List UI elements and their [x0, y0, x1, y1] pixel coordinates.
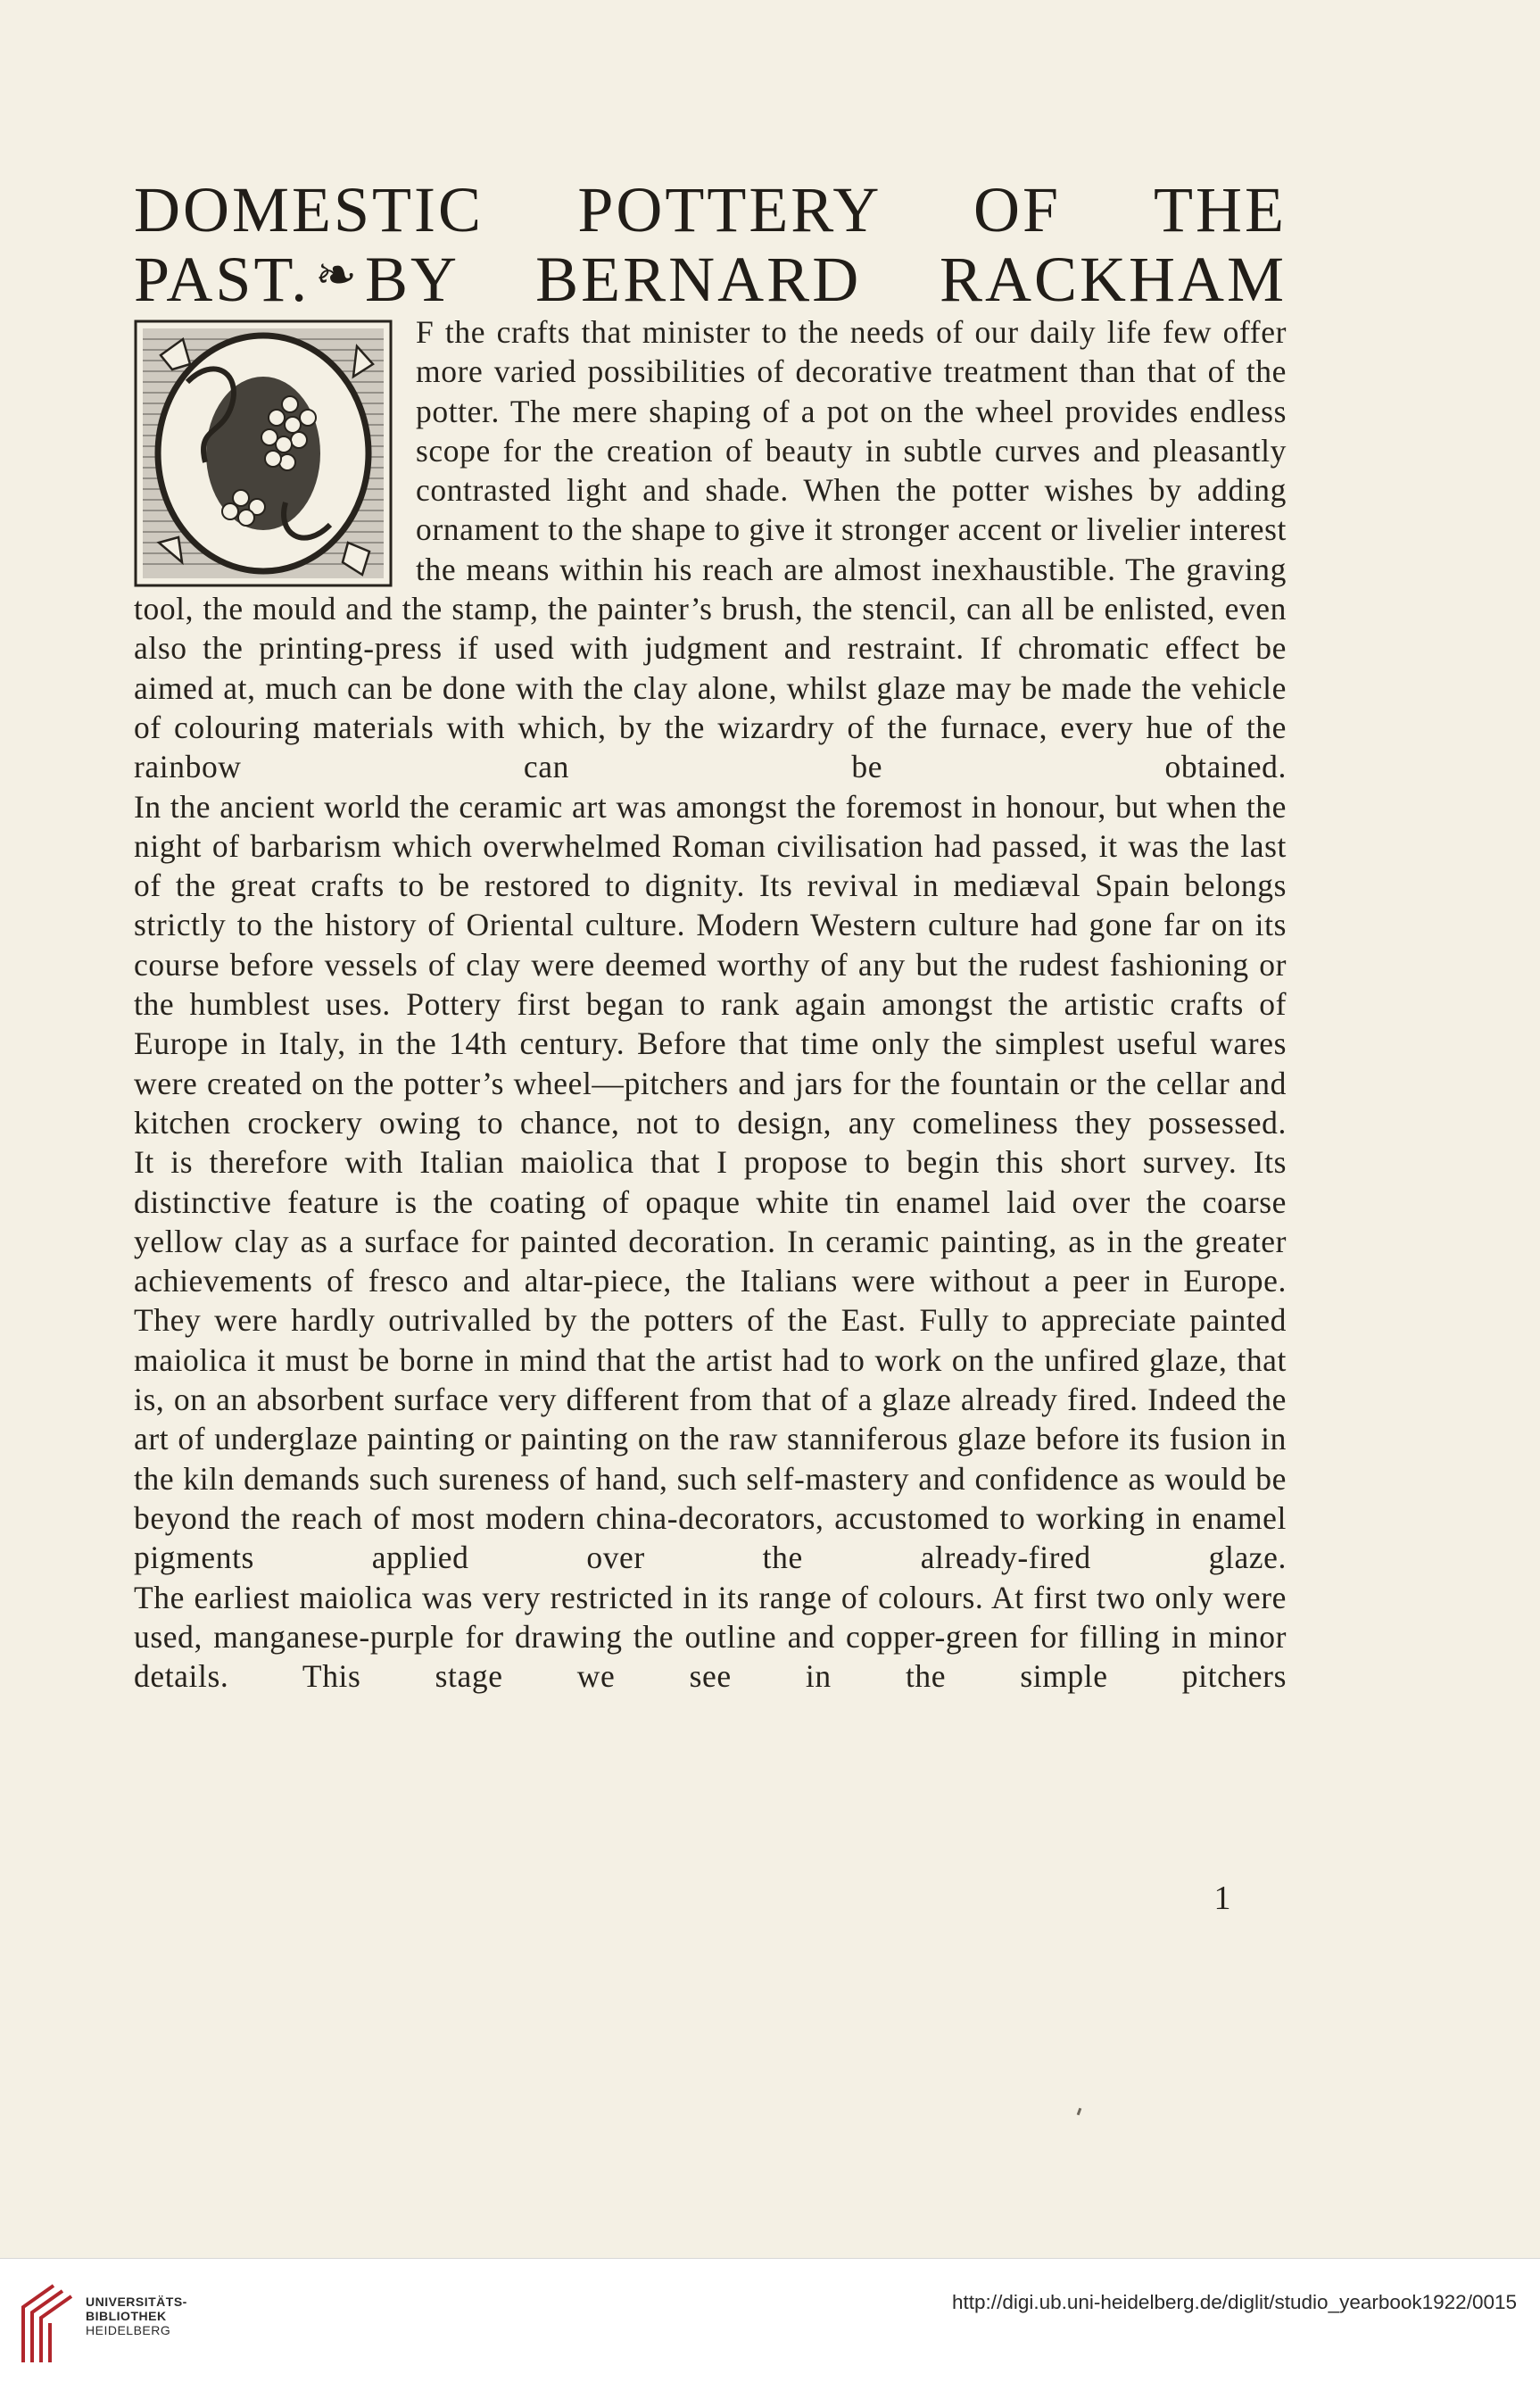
fleuron-icon: ❧	[315, 248, 360, 303]
article-body	[134, 312, 1287, 1696]
paragraph-3: It is therefore with Italian maiolica that I propose to begin this short survey. Its distinctive feature is the coating of opaque white tin enamel laid over the coarse yellow clay as a surface for painted decoration. In ceramic painting, as in the greater achievements of fresco and altar-piece, the Italians were without a peer in Europe. They were hardly outrivalled by the potters of the East. Fully to appreciate painted maiolica it must be borne in mind that the artist had to work on the unfired glaze, that is, on an absorbent surface very different from that of a glaze already fired. Indeed the art of underglaze painting or painting on the raw stanniferous glaze before its fusion in the kiln demands such sureness of hand, such self-mastery and confidence as would be beyond the reach of most modern china-decorators, accustomed to working in enamel pigments applied over the already-fired glaze.	[134, 1144, 1287, 1576]
title-line-1: DOMESTIC POTTERY OF THE	[134, 174, 1287, 245]
library-line-3: HEIDELBERG	[86, 2323, 171, 2337]
source-url-link[interactable]: http://digi.ub.uni-heidelberg.de/diglit/studio_yearbook1922/0015	[952, 2291, 1517, 2313]
library-line-2: BIBLIOTHEK	[86, 2309, 167, 2323]
library-name	[86, 2295, 187, 2337]
drop-cap	[134, 320, 393, 587]
paragraph-4: The earliest maiolica was very restricted in its range of colours. At first two only were used, manganese-purple for drawing the outline and copper-green for filling in minor details. This stage we see in the simple pitchers	[134, 1579, 1287, 1695]
ink-speck	[1077, 2108, 1082, 2116]
library-line-1: UNIVERSITÄTS-	[86, 2295, 187, 2309]
page-number: 1	[1213, 1880, 1231, 1917]
paragraph-1: F the crafts that minister to the needs of our daily life few offer more varied possibilities of decorative treatment than that of the potter. The mere shaping of a pot on the wheel provides endless scope for the creation of beauty in subtle curves and pleasantly contrasted light and shade. When the potter wishes by adding ornament to the shape to give it stronger accent or livelier interest the means within his reach are almost inexhaustible. The graving tool, the mould and the stamp, the painter’s brush, the stencil, can all be enlisted, even also the printing-press if used with judgment and restraint. If chromatic effect be aimed at, much can be done with the clay alone, whilst glaze may be made the vehicle of colouring materials with which, by the wizardry of the furnace, every hue of the rainbow can be obtained.	[134, 314, 1287, 785]
title-past: PAST.	[134, 244, 310, 315]
viewer-footer	[0, 2258, 1540, 2382]
drop-cap-o-icon	[134, 320, 393, 587]
title-author: BY BERNARD RACKHAM	[365, 244, 1287, 315]
article-title	[134, 174, 1294, 315]
title-line-2	[134, 243, 1287, 315]
paragraph-2: In the ancient world the ceramic art was amongst the foremost in honour, but when the night of barbarism which overwhelmed Roman civilisation had passed, it was the last of the great crafts to be restored to dignity. Its revival in mediæval Spain belongs strictly to the history of Oriental culture. Modern Western culture had gone far on its course before vessels of clay were deemed worthy of any but the rudest fashioning or the humblest uses. Pottery first began to rank again amongst the artistic crafts of Europe in Italy, in the 14th century. Before that time only the simplest useful wares were created on the potter’s wheel—pitchers and jars for the fountain or the cellar and kitchen crockery owing to chance, not to design, any comeliness they possessed.	[134, 788, 1287, 1141]
heidelberg-library-logo-icon	[18, 2280, 77, 2366]
